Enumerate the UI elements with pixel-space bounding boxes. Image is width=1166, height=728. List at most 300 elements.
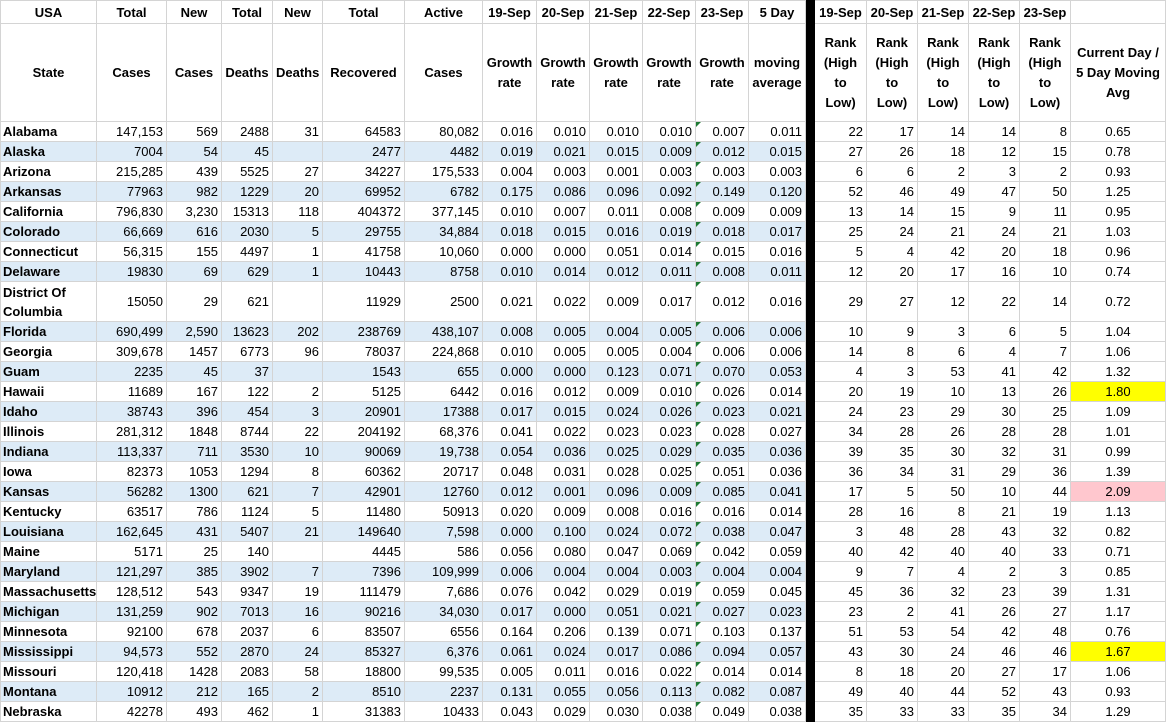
cell-r22[interactable]: 14 (969, 122, 1020, 142)
cell-g21[interactable]: 0.030 (590, 702, 643, 722)
cell-ma[interactable]: 0.006 (749, 322, 806, 342)
cell-g21[interactable]: 0.009 (590, 282, 643, 322)
cell-r23[interactable]: 2 (1020, 162, 1071, 182)
cell-r21[interactable]: 12 (918, 282, 969, 322)
cell-new-cases[interactable]: 902 (167, 602, 222, 622)
cell-total-cases[interactable]: 162,645 (97, 522, 167, 542)
cell-r21[interactable]: 54 (918, 622, 969, 642)
cell-g19[interactable]: 0.012 (483, 482, 537, 502)
cell-g22[interactable]: 0.092 (643, 182, 696, 202)
cell-r19[interactable]: 35 (815, 702, 867, 722)
cell-new-cases[interactable]: 1428 (167, 662, 222, 682)
cell-r21[interactable]: 14 (918, 122, 969, 142)
cell-recovered[interactable]: 64583 (323, 122, 405, 142)
cell-total-deaths[interactable]: 3530 (222, 442, 273, 462)
cell-r23[interactable]: 42 (1020, 362, 1071, 382)
cell-r20[interactable]: 36 (867, 582, 918, 602)
cell-g23[interactable]: 0.007 (696, 122, 749, 142)
cell-g19[interactable]: 0.010 (483, 262, 537, 282)
cell-r20[interactable]: 6 (867, 162, 918, 182)
cell-ratio[interactable]: 0.76 (1071, 622, 1166, 642)
cell-g19[interactable]: 0.131 (483, 682, 537, 702)
cell-ratio[interactable]: 2.09 (1071, 482, 1166, 502)
cell-ratio[interactable]: 1.32 (1071, 362, 1166, 382)
cell-total-cases[interactable]: 690,499 (97, 322, 167, 342)
state-name-cell[interactable]: District Of Columbia (1, 282, 97, 322)
cell-total-deaths[interactable]: 15313 (222, 202, 273, 222)
cell-g22[interactable]: 0.004 (643, 342, 696, 362)
cell-g21[interactable]: 0.028 (590, 462, 643, 482)
cell-g20[interactable]: 0.011 (537, 662, 590, 682)
cell-r22[interactable]: 21 (969, 502, 1020, 522)
cell-r22[interactable]: 2 (969, 562, 1020, 582)
cell-total-deaths[interactable]: 621 (222, 282, 273, 322)
cell-r21[interactable]: 20 (918, 662, 969, 682)
cell-new-deaths[interactable] (273, 142, 323, 162)
cell-total-cases[interactable]: 128,512 (97, 582, 167, 602)
cell-total-cases[interactable]: 15050 (97, 282, 167, 322)
cell-ma[interactable]: 0.120 (749, 182, 806, 202)
cell-r19[interactable]: 36 (815, 462, 867, 482)
cell-g19[interactable]: 0.006 (483, 562, 537, 582)
cell-new-cases[interactable]: 982 (167, 182, 222, 202)
cell-ratio[interactable]: 0.65 (1071, 122, 1166, 142)
cell-r23[interactable]: 11 (1020, 202, 1071, 222)
cell-r23[interactable]: 18 (1020, 242, 1071, 262)
cell-new-deaths[interactable]: 7 (273, 482, 323, 502)
cell-new-deaths[interactable] (273, 282, 323, 322)
cell-ma[interactable]: 0.006 (749, 342, 806, 362)
cell-g22[interactable]: 0.071 (643, 362, 696, 382)
cell-total-deaths[interactable]: 2488 (222, 122, 273, 142)
cell-r23[interactable]: 34 (1020, 702, 1071, 722)
cell-total-deaths[interactable]: 165 (222, 682, 273, 702)
cell-new-deaths[interactable]: 2 (273, 382, 323, 402)
cell-recovered[interactable]: 10443 (323, 262, 405, 282)
cell-g20[interactable]: 0.007 (537, 202, 590, 222)
cell-r22[interactable]: 20 (969, 242, 1020, 262)
cell-g21[interactable]: 0.017 (590, 642, 643, 662)
cell-active[interactable]: 10433 (405, 702, 483, 722)
cell-r19[interactable]: 5 (815, 242, 867, 262)
cell-new-cases[interactable]: 569 (167, 122, 222, 142)
cell-active[interactable]: 6782 (405, 182, 483, 202)
cell-g19[interactable]: 0.000 (483, 522, 537, 542)
cell-recovered[interactable]: 404372 (323, 202, 405, 222)
cell-g21[interactable]: 0.123 (590, 362, 643, 382)
cell-ma[interactable]: 0.016 (749, 282, 806, 322)
cell-g19[interactable]: 0.016 (483, 382, 537, 402)
cell-active[interactable]: 20717 (405, 462, 483, 482)
cell-ratio[interactable]: 0.93 (1071, 682, 1166, 702)
cell-r21[interactable]: 40 (918, 542, 969, 562)
cell-g21[interactable]: 0.023 (590, 422, 643, 442)
cell-r23[interactable]: 26 (1020, 382, 1071, 402)
cell-r20[interactable]: 23 (867, 402, 918, 422)
cell-total-deaths[interactable]: 454 (222, 402, 273, 422)
cell-total-deaths[interactable]: 13623 (222, 322, 273, 342)
cell-r20[interactable]: 28 (867, 422, 918, 442)
column-header[interactable]: 21-Sep (590, 1, 643, 24)
cell-r23[interactable]: 25 (1020, 402, 1071, 422)
cell-g21[interactable]: 0.096 (590, 482, 643, 502)
state-name-cell[interactable]: Mississippi (1, 642, 97, 662)
state-name-cell[interactable]: Idaho (1, 402, 97, 422)
cell-g22[interactable]: 0.003 (643, 162, 696, 182)
cell-active[interactable]: 655 (405, 362, 483, 382)
cell-total-cases[interactable]: 113,337 (97, 442, 167, 462)
cell-total-deaths[interactable]: 621 (222, 482, 273, 502)
cell-recovered[interactable]: 29755 (323, 222, 405, 242)
cell-new-deaths[interactable]: 16 (273, 602, 323, 622)
cell-g20[interactable]: 0.100 (537, 522, 590, 542)
cell-total-cases[interactable]: 19830 (97, 262, 167, 282)
cell-ma[interactable]: 0.011 (749, 122, 806, 142)
cell-r21[interactable]: 28 (918, 522, 969, 542)
cell-r22[interactable]: 43 (969, 522, 1020, 542)
cell-r21[interactable]: 2 (918, 162, 969, 182)
cell-r21[interactable]: 31 (918, 462, 969, 482)
state-name-cell[interactable]: Arizona (1, 162, 97, 182)
cell-r20[interactable]: 35 (867, 442, 918, 462)
cell-g19[interactable]: 0.000 (483, 242, 537, 262)
column-header[interactable]: Cases (167, 24, 222, 122)
cell-new-deaths[interactable]: 27 (273, 162, 323, 182)
cell-g20[interactable]: 0.004 (537, 562, 590, 582)
cell-ma[interactable]: 0.027 (749, 422, 806, 442)
cell-g20[interactable]: 0.206 (537, 622, 590, 642)
cell-total-cases[interactable]: 10912 (97, 682, 167, 702)
cell-r23[interactable]: 27 (1020, 602, 1071, 622)
column-header[interactable] (1071, 1, 1166, 24)
cell-g21[interactable]: 0.051 (590, 242, 643, 262)
cell-r23[interactable]: 19 (1020, 502, 1071, 522)
cell-r21[interactable]: 4 (918, 562, 969, 582)
cell-new-deaths[interactable]: 1 (273, 262, 323, 282)
cell-g19[interactable]: 0.048 (483, 462, 537, 482)
cell-total-cases[interactable]: 121,297 (97, 562, 167, 582)
state-name-cell[interactable]: Arkansas (1, 182, 97, 202)
cell-ma[interactable]: 0.021 (749, 402, 806, 422)
cell-g20[interactable]: 0.029 (537, 702, 590, 722)
cell-new-deaths[interactable] (273, 362, 323, 382)
cell-ma[interactable]: 0.003 (749, 162, 806, 182)
cell-total-deaths[interactable]: 2083 (222, 662, 273, 682)
cell-r23[interactable]: 32 (1020, 522, 1071, 542)
cell-g22[interactable]: 0.086 (643, 642, 696, 662)
cell-g21[interactable]: 0.016 (590, 222, 643, 242)
cell-g19[interactable]: 0.010 (483, 342, 537, 362)
cell-g19[interactable]: 0.019 (483, 142, 537, 162)
cell-total-cases[interactable]: 77963 (97, 182, 167, 202)
cell-r23[interactable]: 44 (1020, 482, 1071, 502)
cell-ma[interactable]: 0.014 (749, 382, 806, 402)
cell-g19[interactable]: 0.017 (483, 402, 537, 422)
cell-g23[interactable]: 0.012 (696, 142, 749, 162)
cell-ratio[interactable]: 1.25 (1071, 182, 1166, 202)
cell-g20[interactable]: 0.042 (537, 582, 590, 602)
cell-g20[interactable]: 0.014 (537, 262, 590, 282)
cell-recovered[interactable]: 11929 (323, 282, 405, 322)
cell-active[interactable]: 4482 (405, 142, 483, 162)
column-header[interactable]: 22-Sep (969, 1, 1020, 24)
cell-active[interactable]: 6442 (405, 382, 483, 402)
column-header[interactable]: Rank (High to Low) (815, 24, 867, 122)
cell-g23[interactable]: 0.082 (696, 682, 749, 702)
cell-r19[interactable]: 39 (815, 442, 867, 462)
cell-new-deaths[interactable]: 22 (273, 422, 323, 442)
cell-total-deaths[interactable]: 140 (222, 542, 273, 562)
state-name-cell[interactable]: Colorado (1, 222, 97, 242)
cell-active[interactable]: 19,738 (405, 442, 483, 462)
cell-g20[interactable]: 0.022 (537, 422, 590, 442)
column-header[interactable]: Total (97, 1, 167, 24)
cell-new-cases[interactable]: 45 (167, 362, 222, 382)
cell-g23[interactable]: 0.023 (696, 402, 749, 422)
cell-g21[interactable]: 0.004 (590, 562, 643, 582)
column-header[interactable]: 22-Sep (643, 1, 696, 24)
cell-r19[interactable]: 24 (815, 402, 867, 422)
cell-recovered[interactable]: 8510 (323, 682, 405, 702)
cell-g19[interactable]: 0.061 (483, 642, 537, 662)
cell-g20[interactable]: 0.005 (537, 342, 590, 362)
cell-recovered[interactable]: 5125 (323, 382, 405, 402)
cell-r22[interactable]: 40 (969, 542, 1020, 562)
state-name-cell[interactable]: Michigan (1, 602, 97, 622)
cell-total-cases[interactable]: 56,315 (97, 242, 167, 262)
cell-r22[interactable]: 3 (969, 162, 1020, 182)
cell-g22[interactable]: 0.069 (643, 542, 696, 562)
state-name-cell[interactable]: Guam (1, 362, 97, 382)
cell-active[interactable]: 586 (405, 542, 483, 562)
column-header[interactable]: Cases (97, 24, 167, 122)
cell-r22[interactable]: 22 (969, 282, 1020, 322)
cell-r19[interactable]: 8 (815, 662, 867, 682)
cell-r23[interactable]: 5 (1020, 322, 1071, 342)
cell-r22[interactable]: 46 (969, 642, 1020, 662)
column-header[interactable]: Rank (High to Low) (918, 24, 969, 122)
cell-r21[interactable]: 44 (918, 682, 969, 702)
cell-r23[interactable]: 33 (1020, 542, 1071, 562)
cell-r19[interactable]: 9 (815, 562, 867, 582)
cell-r19[interactable]: 22 (815, 122, 867, 142)
cell-recovered[interactable]: 20901 (323, 402, 405, 422)
cell-r19[interactable]: 27 (815, 142, 867, 162)
cell-g19[interactable]: 0.004 (483, 162, 537, 182)
cell-g23[interactable]: 0.103 (696, 622, 749, 642)
column-header[interactable]: 23-Sep (1020, 1, 1071, 24)
cell-r19[interactable]: 10 (815, 322, 867, 342)
cell-g21[interactable]: 0.024 (590, 522, 643, 542)
cell-ma[interactable]: 0.137 (749, 622, 806, 642)
cell-r20[interactable]: 20 (867, 262, 918, 282)
cell-total-cases[interactable]: 82373 (97, 462, 167, 482)
cell-g23[interactable]: 0.026 (696, 382, 749, 402)
cell-active[interactable]: 175,533 (405, 162, 483, 182)
cell-g21[interactable]: 0.005 (590, 342, 643, 362)
cell-ma[interactable]: 0.057 (749, 642, 806, 662)
cell-g23[interactable]: 0.015 (696, 242, 749, 262)
cell-g23[interactable]: 0.149 (696, 182, 749, 202)
cell-r19[interactable]: 43 (815, 642, 867, 662)
cell-g23[interactable]: 0.027 (696, 602, 749, 622)
cell-ratio[interactable]: 0.78 (1071, 142, 1166, 162)
cell-r19[interactable]: 14 (815, 342, 867, 362)
cell-g19[interactable]: 0.175 (483, 182, 537, 202)
cell-g20[interactable]: 0.003 (537, 162, 590, 182)
cell-new-deaths[interactable]: 1 (273, 702, 323, 722)
cell-g22[interactable]: 0.022 (643, 662, 696, 682)
cell-g20[interactable]: 0.000 (537, 362, 590, 382)
column-header[interactable]: moving average (749, 24, 806, 122)
cell-new-cases[interactable]: 439 (167, 162, 222, 182)
cell-r22[interactable]: 12 (969, 142, 1020, 162)
cell-r20[interactable]: 26 (867, 142, 918, 162)
cell-g21[interactable]: 0.056 (590, 682, 643, 702)
cell-g20[interactable]: 0.009 (537, 502, 590, 522)
cell-active[interactable]: 17388 (405, 402, 483, 422)
cell-r22[interactable]: 41 (969, 362, 1020, 382)
cell-new-cases[interactable]: 385 (167, 562, 222, 582)
cell-total-cases[interactable]: 281,312 (97, 422, 167, 442)
cell-new-deaths[interactable]: 8 (273, 462, 323, 482)
cell-g21[interactable]: 0.009 (590, 382, 643, 402)
column-header[interactable]: Active (405, 1, 483, 24)
cell-g22[interactable]: 0.023 (643, 422, 696, 442)
cell-total-cases[interactable]: 2235 (97, 362, 167, 382)
cell-new-deaths[interactable]: 20 (273, 182, 323, 202)
cell-ratio[interactable]: 0.82 (1071, 522, 1166, 542)
state-name-cell[interactable]: Kansas (1, 482, 97, 502)
cell-g23[interactable]: 0.004 (696, 562, 749, 582)
cell-total-deaths[interactable]: 122 (222, 382, 273, 402)
cell-ma[interactable]: 0.047 (749, 522, 806, 542)
state-name-cell[interactable]: Kentucky (1, 502, 97, 522)
cell-r23[interactable]: 39 (1020, 582, 1071, 602)
cell-g21[interactable]: 0.001 (590, 162, 643, 182)
cell-g21[interactable]: 0.024 (590, 402, 643, 422)
column-header[interactable]: Current Day / 5 Day Moving Avg (1071, 24, 1166, 122)
cell-total-deaths[interactable]: 3902 (222, 562, 273, 582)
cell-g21[interactable]: 0.004 (590, 322, 643, 342)
cell-r20[interactable]: 5 (867, 482, 918, 502)
cell-new-deaths[interactable]: 3 (273, 402, 323, 422)
cell-new-deaths[interactable]: 58 (273, 662, 323, 682)
cell-r23[interactable]: 31 (1020, 442, 1071, 462)
cell-g22[interactable]: 0.003 (643, 562, 696, 582)
column-header[interactable]: Growth rate (483, 24, 537, 122)
cell-new-cases[interactable]: 543 (167, 582, 222, 602)
cell-new-cases[interactable]: 1053 (167, 462, 222, 482)
cell-g19[interactable]: 0.000 (483, 362, 537, 382)
cell-r20[interactable]: 48 (867, 522, 918, 542)
cell-total-cases[interactable]: 796,830 (97, 202, 167, 222)
cell-r20[interactable]: 46 (867, 182, 918, 202)
cell-recovered[interactable]: 7396 (323, 562, 405, 582)
cell-total-deaths[interactable]: 9347 (222, 582, 273, 602)
cell-g23[interactable]: 0.008 (696, 262, 749, 282)
cell-g20[interactable]: 0.000 (537, 242, 590, 262)
column-header[interactable]: 21-Sep (918, 1, 969, 24)
cell-active[interactable]: 6556 (405, 622, 483, 642)
column-header[interactable]: Growth rate (696, 24, 749, 122)
cell-total-cases[interactable]: 66,669 (97, 222, 167, 242)
cell-recovered[interactable]: 78037 (323, 342, 405, 362)
cell-r22[interactable]: 26 (969, 602, 1020, 622)
cell-r21[interactable]: 42 (918, 242, 969, 262)
cell-new-deaths[interactable]: 7 (273, 562, 323, 582)
cell-r23[interactable]: 7 (1020, 342, 1071, 362)
cell-new-deaths[interactable]: 5 (273, 502, 323, 522)
cell-r20[interactable]: 40 (867, 682, 918, 702)
cell-g23[interactable]: 0.028 (696, 422, 749, 442)
column-header[interactable]: Rank (High to Low) (969, 24, 1020, 122)
cell-g23[interactable]: 0.051 (696, 462, 749, 482)
cell-r19[interactable]: 6 (815, 162, 867, 182)
cell-g22[interactable]: 0.026 (643, 402, 696, 422)
cell-total-deaths[interactable]: 5407 (222, 522, 273, 542)
cell-r22[interactable]: 16 (969, 262, 1020, 282)
cell-ma[interactable]: 0.017 (749, 222, 806, 242)
cell-recovered[interactable]: 4445 (323, 542, 405, 562)
cell-r19[interactable]: 17 (815, 482, 867, 502)
cell-total-deaths[interactable]: 5525 (222, 162, 273, 182)
cell-new-deaths[interactable]: 118 (273, 202, 323, 222)
cell-new-deaths[interactable]: 6 (273, 622, 323, 642)
cell-recovered[interactable]: 34227 (323, 162, 405, 182)
cell-active[interactable]: 7,686 (405, 582, 483, 602)
cell-g23[interactable]: 0.042 (696, 542, 749, 562)
cell-r19[interactable]: 4 (815, 362, 867, 382)
cell-r20[interactable]: 33 (867, 702, 918, 722)
cell-r23[interactable]: 43 (1020, 682, 1071, 702)
column-header[interactable]: Growth rate (643, 24, 696, 122)
cell-ma[interactable]: 0.009 (749, 202, 806, 222)
cell-recovered[interactable]: 69952 (323, 182, 405, 202)
cell-r22[interactable]: 32 (969, 442, 1020, 462)
cell-recovered[interactable]: 41758 (323, 242, 405, 262)
cell-new-cases[interactable]: 431 (167, 522, 222, 542)
cell-g19[interactable]: 0.010 (483, 202, 537, 222)
cell-r19[interactable]: 34 (815, 422, 867, 442)
cell-ma[interactable]: 0.045 (749, 582, 806, 602)
cell-ratio[interactable]: 1.17 (1071, 602, 1166, 622)
cell-r20[interactable]: 9 (867, 322, 918, 342)
cell-g19[interactable]: 0.076 (483, 582, 537, 602)
cell-new-cases[interactable]: 493 (167, 702, 222, 722)
cell-g22[interactable]: 0.011 (643, 262, 696, 282)
column-header[interactable]: Deaths (273, 24, 323, 122)
cell-r20[interactable]: 4 (867, 242, 918, 262)
cell-r19[interactable]: 3 (815, 522, 867, 542)
cell-new-cases[interactable]: 616 (167, 222, 222, 242)
cell-r22[interactable]: 28 (969, 422, 1020, 442)
cell-g21[interactable]: 0.047 (590, 542, 643, 562)
cell-r21[interactable]: 33 (918, 702, 969, 722)
column-header[interactable]: State (1, 24, 97, 122)
cell-ratio[interactable]: 0.72 (1071, 282, 1166, 322)
cell-r20[interactable]: 7 (867, 562, 918, 582)
cell-ratio[interactable]: 1.01 (1071, 422, 1166, 442)
cell-g19[interactable]: 0.054 (483, 442, 537, 462)
cell-new-deaths[interactable]: 5 (273, 222, 323, 242)
cell-new-cases[interactable]: 155 (167, 242, 222, 262)
cell-r21[interactable]: 10 (918, 382, 969, 402)
cell-g21[interactable]: 0.015 (590, 142, 643, 162)
cell-total-deaths[interactable]: 462 (222, 702, 273, 722)
cell-active[interactable]: 377,145 (405, 202, 483, 222)
cell-recovered[interactable]: 204192 (323, 422, 405, 442)
